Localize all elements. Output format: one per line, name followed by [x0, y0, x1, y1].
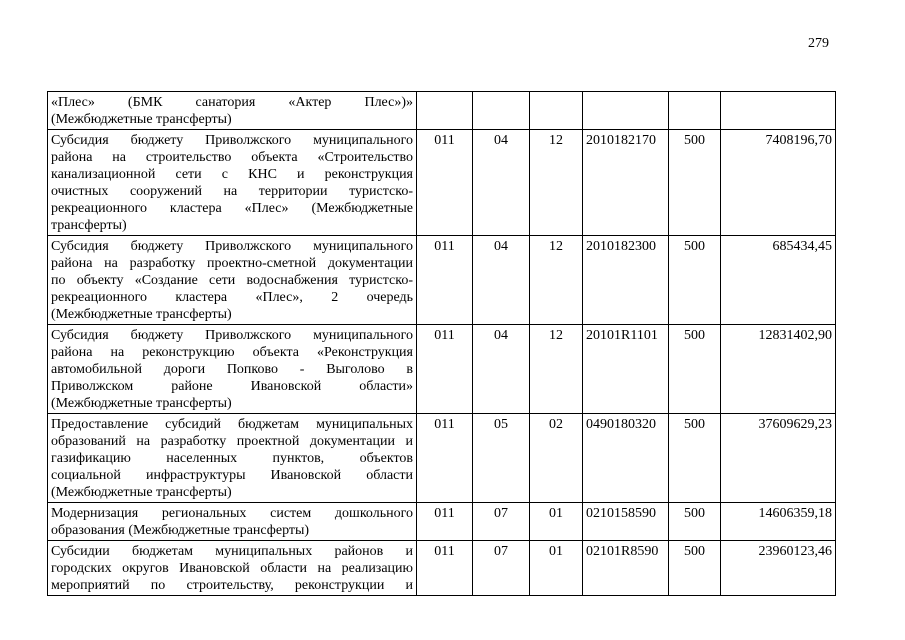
page-number: 279: [808, 36, 829, 51]
description-cell: [48, 541, 417, 596]
expense-type-cell: 500: [669, 541, 721, 596]
description-line: района на строительство объекта «Строительство: [51, 150, 413, 165]
target-article-cell: 02101R8590: [583, 541, 669, 596]
description-cell: [48, 325, 417, 414]
description-line: (Межбюджетные трансферты): [51, 307, 232, 322]
description-line: «Плес» (БМК санатория «Актер Плес»)»: [51, 95, 413, 110]
description-line: очистных сооружений на территории туристско-: [51, 184, 413, 199]
section-code-cell: 07: [473, 503, 530, 541]
description-line: района на разработку проектно-сметной документации: [51, 256, 413, 271]
description-cell: [48, 92, 417, 130]
description-cell: [48, 414, 417, 503]
description-line: социальной инфраструктуры Ивановской области: [51, 468, 413, 483]
description-line: района на реконструкцию объекта «Реконструкция: [51, 345, 413, 360]
section-code-cell: [473, 92, 530, 130]
amount-cell: 685434,45: [721, 236, 836, 325]
description-line: городских округов Ивановской области на реализацию: [51, 561, 413, 576]
description-cell: [48, 503, 417, 541]
description-cell: [48, 130, 417, 236]
section-code-cell: 04: [473, 130, 530, 236]
subsection-code-cell: [530, 92, 583, 130]
ministry-code-cell: 011: [417, 414, 473, 503]
subsection-code-cell: 01: [530, 503, 583, 541]
description-line: Субсидии бюджетам муниципальных районов и: [51, 544, 413, 559]
amount-cell: 23960123,46: [721, 541, 836, 596]
description-line: образования (Межбюджетные трансферты): [51, 523, 310, 538]
description-line: Субсидия бюджету Приволжского муниципального: [51, 328, 413, 343]
budget-table-body: [48, 92, 836, 596]
section-code-cell: 04: [473, 236, 530, 325]
target-article-cell: 2010182300: [583, 236, 669, 325]
amount-cell: [721, 92, 836, 130]
table-row: [48, 130, 836, 236]
description-line: Субсидия бюджету Приволжского муниципального: [51, 133, 413, 148]
ministry-code-cell: [417, 92, 473, 130]
expense-type-cell: 500: [669, 130, 721, 236]
ministry-code-cell: 011: [417, 236, 473, 325]
subsection-code-cell: 12: [530, 236, 583, 325]
description-cell: [48, 236, 417, 325]
amount-cell: 37609629,23: [721, 414, 836, 503]
table-row: [48, 92, 836, 130]
description-line: (Межбюджетные трансферты): [51, 485, 232, 500]
description-line: (Межбюджетные трансферты): [51, 112, 232, 127]
section-code-cell: 04: [473, 325, 530, 414]
section-code-cell: 05: [473, 414, 530, 503]
description-line: рекреационного кластера «Плес», 2 очередь: [51, 290, 413, 305]
description-line: Приволжском районе Ивановской области»: [51, 379, 413, 394]
target-article-cell: 20101R1101: [583, 325, 669, 414]
amount-cell: 14606359,18: [721, 503, 836, 541]
description-line: канализационной сети с КНС и реконструкция: [51, 167, 413, 182]
expense-type-cell: [669, 92, 721, 130]
description-line: Субсидия бюджету Приволжского муниципального: [51, 239, 413, 254]
table-row: [48, 414, 836, 503]
description-line: рекреационного кластера «Плес» (Межбюджетные: [51, 201, 413, 216]
amount-cell: 12831402,90: [721, 325, 836, 414]
budget-table: [47, 91, 836, 596]
description-line: образований на разработку проектной документации и: [51, 434, 413, 449]
subsection-code-cell: 02: [530, 414, 583, 503]
table-row: [48, 325, 836, 414]
ministry-code-cell: 011: [417, 325, 473, 414]
target-article-cell: 2010182170: [583, 130, 669, 236]
description-line: газификацию населенных пунктов, объектов: [51, 451, 413, 466]
ministry-code-cell: 011: [417, 541, 473, 596]
description-line: по объекту «Создание сети водоснабжения туристско-: [51, 273, 413, 288]
subsection-code-cell: 12: [530, 325, 583, 414]
table-row: [48, 541, 836, 596]
description-line: мероприятий по строительству, реконструкции и: [51, 578, 413, 593]
target-article-cell: 0210158590: [583, 503, 669, 541]
expense-type-cell: 500: [669, 503, 721, 541]
expense-type-cell: 500: [669, 236, 721, 325]
subsection-code-cell: 12: [530, 130, 583, 236]
ministry-code-cell: 011: [417, 503, 473, 541]
description-line: Модернизация региональных систем дошкольного: [51, 506, 413, 521]
table-row: [48, 236, 836, 325]
target-article-cell: [583, 92, 669, 130]
expense-type-cell: 500: [669, 414, 721, 503]
description-line: Предоставление субсидий бюджетам муниципальных: [51, 417, 413, 432]
target-article-cell: 0490180320: [583, 414, 669, 503]
ministry-code-cell: 011: [417, 130, 473, 236]
description-line: автомобильной дороги Попково - Выголово в: [51, 362, 413, 377]
expense-type-cell: 500: [669, 325, 721, 414]
section-code-cell: 07: [473, 541, 530, 596]
table-row: [48, 503, 836, 541]
subsection-code-cell: 01: [530, 541, 583, 596]
description-line: (Межбюджетные трансферты): [51, 396, 232, 411]
amount-cell: 7408196,70: [721, 130, 836, 236]
description-line: трансферты): [51, 218, 127, 233]
